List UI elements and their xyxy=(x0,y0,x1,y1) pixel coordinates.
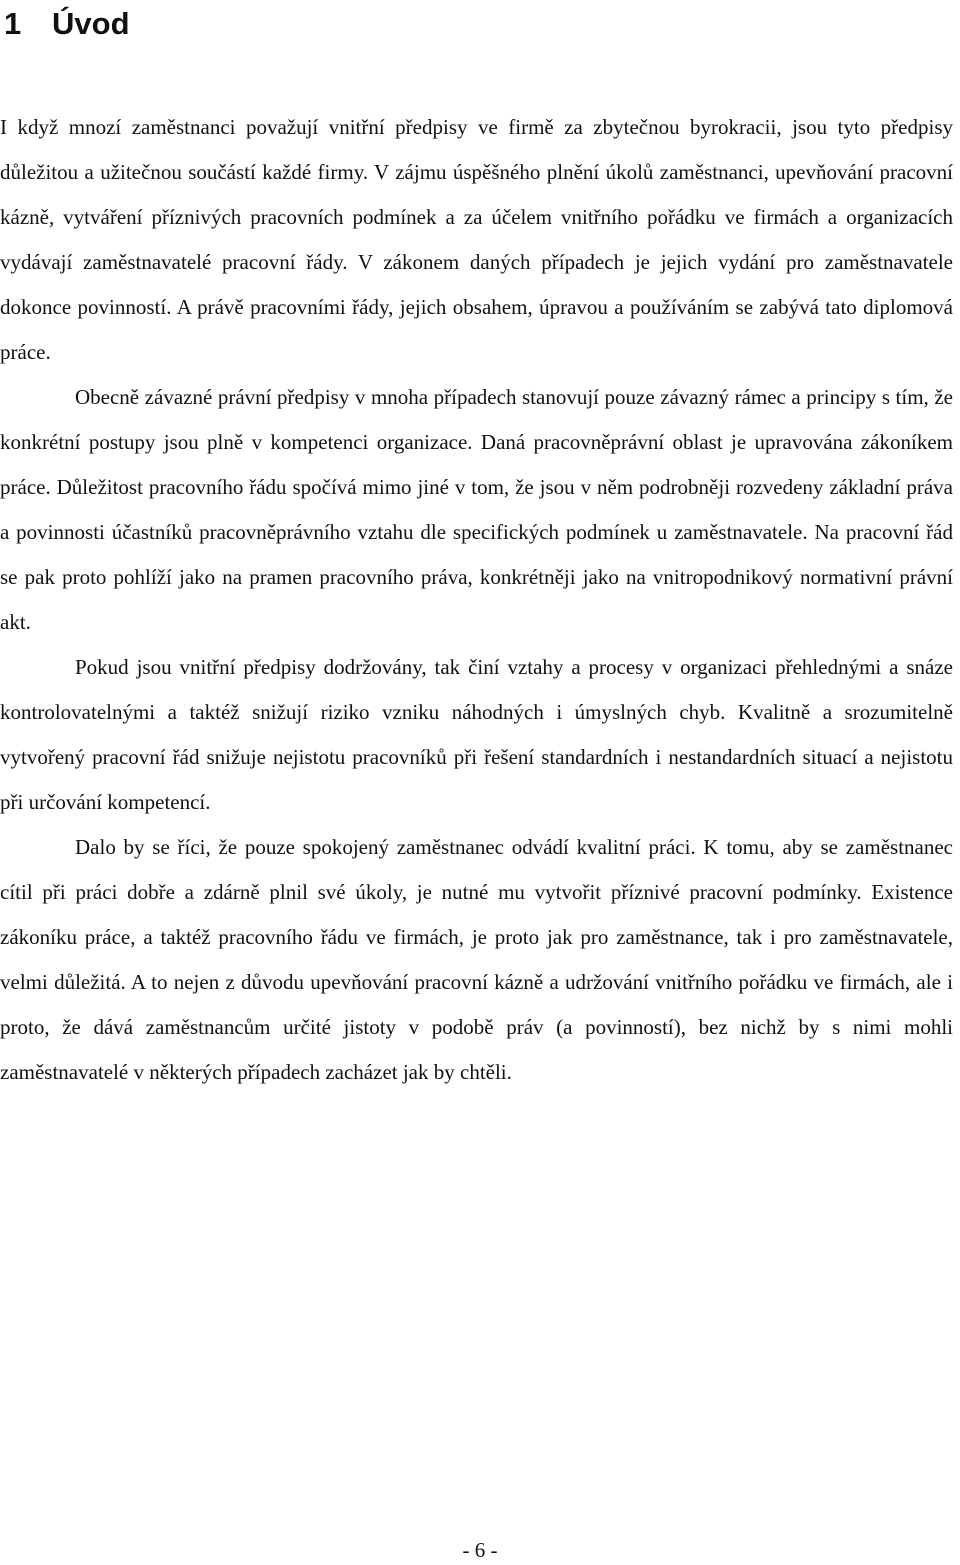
chapter-number: 1 xyxy=(4,6,22,41)
chapter-heading xyxy=(4,0,957,46)
body-text xyxy=(0,105,953,1095)
paragraph-satisfaction: Dalo by se říci, že pouze spokojený zaměstnanec odvádí kvalitní práci. K tomu, aby se zaměstnanec cítil při práci dobře a zdárně plnil své úkoly, je nutné mu vytvořit příznivé pracovní podmínky. Existence zákoníku práce, a taktéž pracovního řádu ve firmách, je proto jak pro zaměstnance, tak i pro zaměstnavatele, velmi důležitá. A to nejen z důvodu upevňování pracovní kázně a udržování vnitřního pořádku ve firmách, ale i proto, že dává zaměstnancům určité jistoty v podobě práv (a povinností), bez nichž by s nimi mohli zaměstnavatelé v některých případech zacházet jak by chtěli. xyxy=(0,835,953,1084)
paragraph-compliance: Pokud jsou vnitřní předpisy dodržovány, tak činí vztahy a procesy v organizaci přehlednými a snáze kontrolovatelnými a taktéž snižují riziko vzniku náhodných i úmyslných chyb. Kvalitně a srozumitelně vytvořený pracovní řád snižuje nejistotu pracovníků při řešení standardních i nestandardních situací a nejistotu při určování kompetencí. xyxy=(0,655,953,814)
paragraph-legal-framework: Obecně závazné právní předpisy v mnoha případech stanovují pouze závazný rámec a principy s tím, že konkrétní postupy jsou plně v kompetenci organizace. Daná pracovněprávní oblast je upravována zákoníkem práce. Důležitost pracovního řádu spočívá mimo jiné v tom, že jsou v něm podrobněji rozvedeny základní práva a povinnosti účastníků pracovněprávního vztahu dle specifických podmínek u zaměstnavatele. Na pracovní řád se pak proto pohlíží jako na pramen pracovního práva, konkrétněji jako na vnitropodnikový normativní právní akt. xyxy=(0,385,953,634)
paragraph-intro: I když mnozí zaměstnanci považují vnitřní předpisy ve firmě za zbytečnou byrokracii, jsou tyto předpisy důležitou a užitečnou součástí každé firmy. V zájmu úspěšného plnění úkolů zaměstnanci, upevňování pracovní kázně, vytváření příznivých pracovních podmínek a za účelem vnitřního pořádku ve firmách a organizacích vydávají zaměstnavatelé pracovní řády. V zákonem daných případech je jejich vydání pro zaměstnavatele dokonce povinností. A právě pracovními řády, jejich obsahem, úpravou a používáním se zabývá tato diplomová práce. xyxy=(0,115,953,364)
chapter-title: Úvod xyxy=(52,6,130,41)
page-number-label: - 6 - xyxy=(462,1538,498,1562)
page-number xyxy=(0,1537,960,1563)
document-page xyxy=(4,0,957,46)
